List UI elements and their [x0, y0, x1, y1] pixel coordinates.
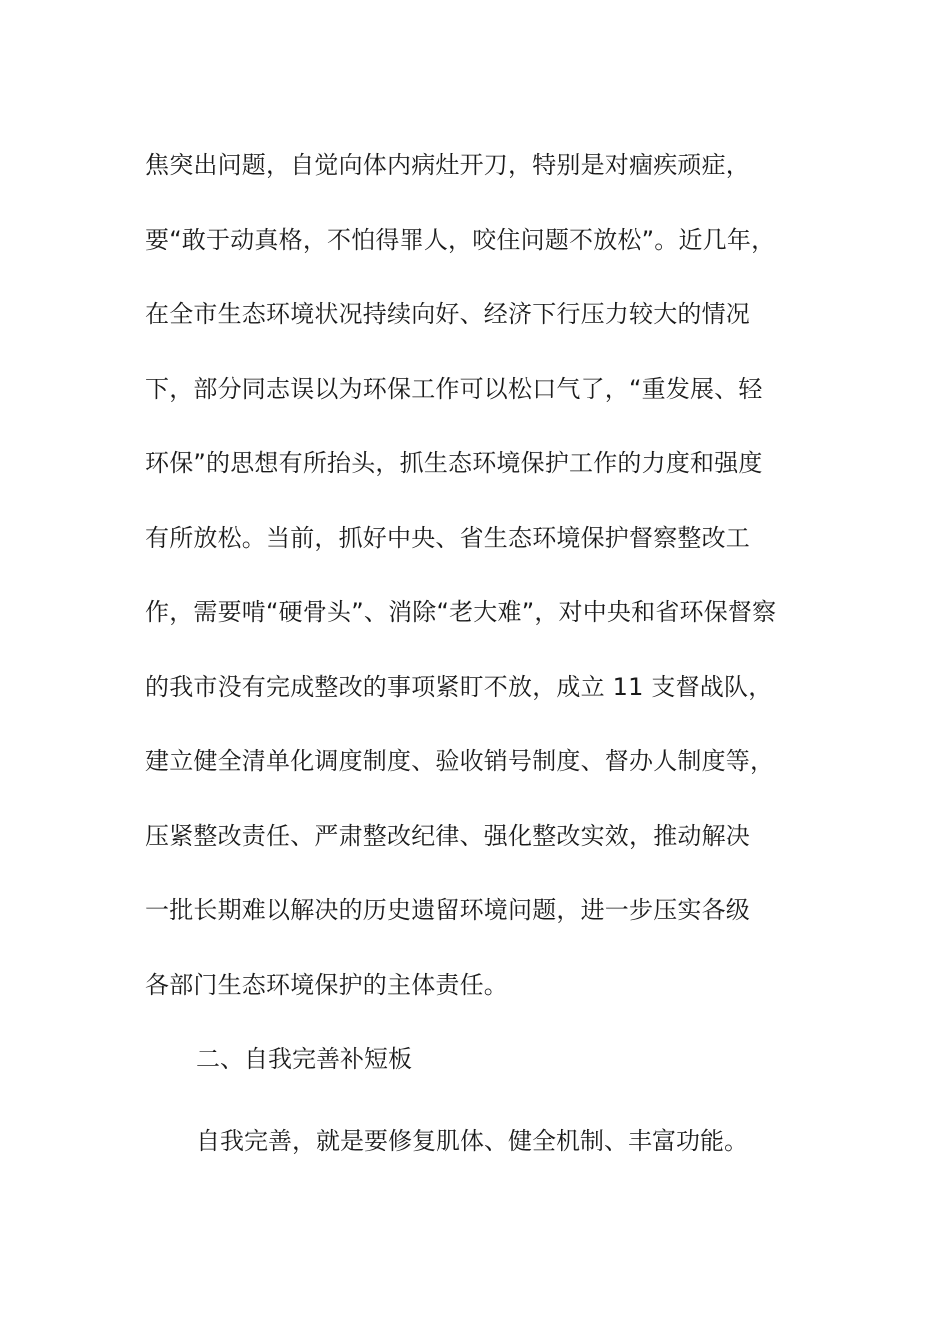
section-paragraph-line: 自我完善，就是要修复肌体、健全机制、丰富功能。 — [196, 1127, 748, 1155]
paragraph-line: 压紧整改责任、严肃整改纪律、强化整改实效，推动解决 — [145, 821, 750, 850]
paragraph-line: 一批长期难以解决的历史遗留环境问题，进一步压实各级 — [145, 896, 750, 924]
paragraph-line: 有所放松。当前，抓好中央、省生态环境保护督察整改工 — [145, 523, 750, 552]
section-heading: 二、自我完善补短板 — [196, 1045, 412, 1073]
paragraph-line: 各部门生态环境保护的主体责任。 — [145, 970, 508, 999]
paragraph-line: 建立健全清单化调度制度、验收销号制度、督办人制度等， — [145, 747, 775, 775]
paragraph-body — [145, 128, 825, 1022]
paragraph-line: 环保”的思想有所抬头，抓生态环境保护工作的力度和强度 — [145, 449, 763, 477]
paragraph-line: 下，部分同志误以为环保工作可以松口气了，“重发展、轻 — [145, 374, 763, 403]
paragraph-line: 焦突出问题，自觉向体内病灶开刀，特别是对痼疾顽症， — [145, 151, 750, 179]
paragraph-line: 要“敢于动真格，不怕得罪人，咬住问题不放松”。近几年， — [145, 225, 776, 254]
paragraph-line: 作，需要啃“硬骨头”、消除“老大难”，对中央和省环保督察 — [145, 598, 777, 626]
paragraph-line: 的我市没有完成整改的事项紧盯不放，成立 11 支督战队， — [145, 672, 773, 701]
paragraph-line: 在全市生态环境状况持续向好、经济下行压力较大的情况 — [145, 300, 750, 328]
